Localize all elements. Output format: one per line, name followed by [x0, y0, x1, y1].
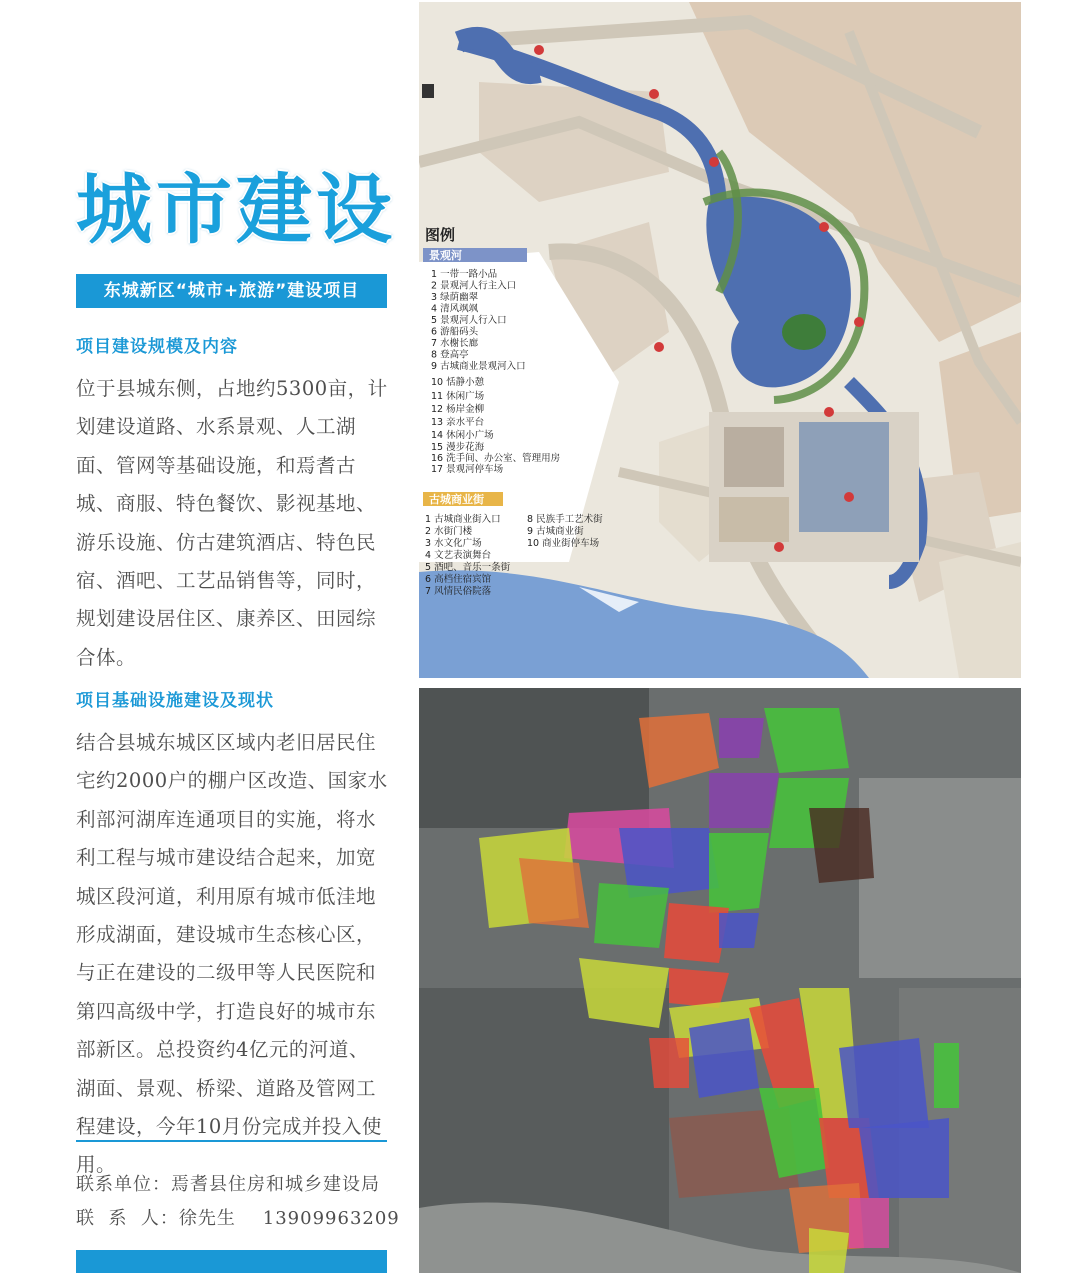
body-line: 湖面、景观、桥梁、道路及管网工: [76, 1076, 377, 1100]
legend-item: 4 文艺表演舞台: [425, 550, 492, 561]
body-line: 位于县城东侧，占地约5300亩，计: [76, 377, 388, 400]
body-line: 形成湖面，建设城市生态核心区，: [76, 923, 377, 947]
page-title: 城市建设: [76, 165, 396, 254]
project-banner: 东城新区“城市+旅游”建设项目: [76, 274, 387, 308]
body-line: 划建设道路、水系景观、人工湖: [76, 415, 357, 439]
legend-item: 14 休闲小广场: [431, 430, 494, 441]
legend-item: 8 登高亭: [431, 349, 469, 361]
legend-item: 15 漫步花海: [431, 442, 485, 453]
legend-item: 7 风情民俗院落: [425, 586, 492, 597]
legend-item: 13 亲水平台: [431, 417, 485, 428]
legend-item: 4 清风飒飒: [431, 303, 479, 315]
landscape-plan-map: [419, 2, 1021, 678]
body-line: 城、商服、特色餐饮、影视基地、: [76, 492, 377, 516]
section2-heading: 项目基础设施建设及现状: [76, 691, 274, 711]
legend-item: 17 景观河停车场: [431, 464, 504, 475]
body-line: 宿、酒吧、工艺品销售等，同时，: [76, 569, 377, 593]
footer-bar: [76, 1250, 387, 1273]
legend-item: 3 绿荫幽翠: [431, 292, 479, 303]
body-line: 结合县城东城区区域内老旧居民住: [76, 731, 377, 754]
legend-item: 7 水榭长廊: [431, 338, 479, 349]
body-line: 程建设，今年10月份完成并投入使: [76, 1115, 382, 1139]
legend-title: 图例: [425, 226, 456, 244]
legend-item: 9 古城商业街: [527, 526, 584, 537]
legend-group1-label: 景观河: [429, 249, 462, 262]
legend-item: 8 民族手工艺术街: [527, 514, 603, 525]
legend-item: 3 水文化广场: [425, 538, 482, 549]
legend-item: 5 酒吧、音乐一条街: [425, 562, 511, 573]
legend-item: 16 洗手间、办公室、管理用房: [431, 453, 561, 464]
legend-item: 6 游船码头: [431, 326, 479, 338]
body-line: 城区段河道，利用原有城市低洼地: [76, 884, 377, 908]
left-column: [0, 0, 410, 1273]
satellite-map-graphic: [419, 688, 1021, 1273]
legend-item: 5 景观河人行入口: [431, 315, 507, 326]
plan-map-graphic: [419, 2, 1021, 678]
body-line: 第四高级中学，打造良好的城市东: [76, 999, 377, 1023]
body-line: 宅约2000户的棚户区改造、国家水: [76, 769, 388, 793]
legend-item: 10 商业街停车场: [527, 538, 600, 549]
section1-heading: 项目建设规模及内容: [76, 337, 238, 357]
body-line: 游乐设施、仿古建筑酒店、特色民: [76, 530, 377, 554]
body-line: 利部河湖库连通项目的实施，将水: [76, 807, 377, 831]
body-line: 规划建设居住区、康养区、田园综: [76, 607, 377, 631]
body-line: 部新区。总投资约4亿元的河道、: [76, 1038, 369, 1062]
divider: [76, 1140, 387, 1142]
legend-item: 6 高档住宿宾馆: [425, 574, 492, 585]
zoning-satellite-map: [419, 688, 1021, 1273]
body-line: 利工程与城市建设结合起来，加宽: [76, 846, 377, 870]
body-line: 用。: [76, 1153, 117, 1177]
section2-body: [76, 724, 392, 1185]
legend-item: 9 古城商业景观河入口: [431, 361, 526, 372]
contact-unit: 联系单位：焉耆县住房和城乡建设局: [76, 1174, 380, 1195]
body-line: 面、管网等基础设施，和焉耆古: [76, 453, 357, 477]
legend-item: 2 水街门楼: [425, 526, 473, 537]
section1-body: [76, 370, 392, 677]
body-line: 合体。: [76, 645, 137, 669]
legend-item: 1 一带一路小品: [431, 269, 498, 280]
legend-item: 11 休闲广场: [431, 391, 485, 402]
legend-item: 12 杨岸金柳: [431, 404, 485, 415]
legend-item: 1 古城商业街入口: [425, 514, 501, 525]
contact-person: 联 系 人：徐先生 13909963209: [76, 1208, 400, 1229]
legend-item: 2 景观河人行主入口: [431, 280, 517, 292]
legend-group2-label: 古城商业街: [429, 493, 484, 506]
legend-item: 10 恬静小憩: [431, 377, 485, 388]
body-line: 与正在建设的二级甲等人民医院和: [76, 961, 377, 985]
